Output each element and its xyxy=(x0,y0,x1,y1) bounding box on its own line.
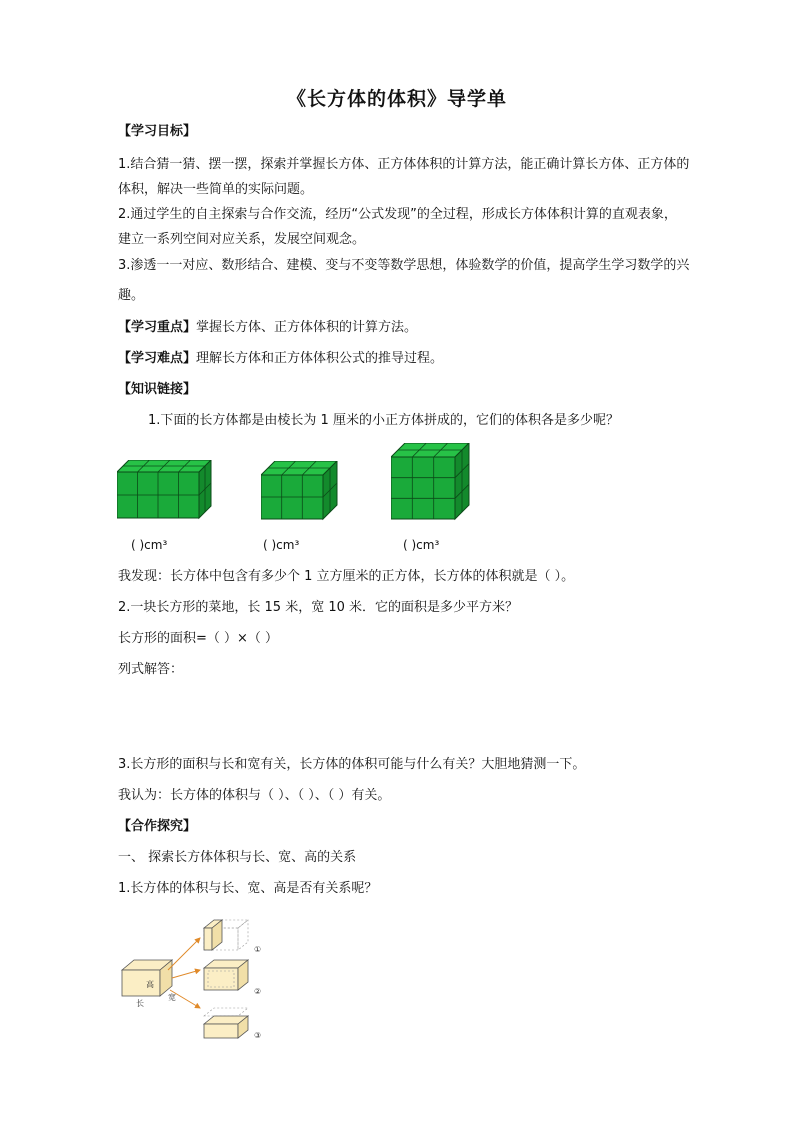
goal-line-3: 2.通过学生的自主探索与合作交流，经历“公式发现”的全过程，形成长方体体积计算的直观表象， xyxy=(118,207,677,222)
page-title: 《长方体的体积》导学单 xyxy=(286,88,507,110)
label-circle-3: ③ xyxy=(254,1031,262,1040)
cooperation-header: 【合作探究】 xyxy=(118,819,197,834)
goals-header: 【学习目标】 xyxy=(118,124,197,139)
answer-label: 列式解答： xyxy=(118,662,184,677)
area-formula: 长方形的面积=（ ）×（ ） xyxy=(118,631,279,646)
cooperation-subtitle: 一、 探索长方体体积与长、宽、高的关系 xyxy=(118,850,357,865)
question-3: 3.长方形的面积与长和宽有关，长方体的体积可能与什么有关？大胆地猜测一下。 xyxy=(118,757,586,772)
volume-blank-1: ( )cm³ xyxy=(131,538,168,552)
cuboid-dimension-diagram xyxy=(118,910,278,1046)
volume-blank-2: ( )cm³ xyxy=(263,538,300,552)
difficulty-text: 理解长方体和正方体体积公式的推导过程。 xyxy=(196,351,444,366)
difficulty-label: 【学习难点】 xyxy=(118,351,197,366)
guess-line: 我认为：长方体的体积与（ ）、（ ）、（ ）有关。 xyxy=(118,788,391,803)
goal-line-5: 3.渗透一一对应、数形结合、建模、变与不变等数学思想，体验数学的价值，提高学生学习数学的兴 xyxy=(118,258,690,273)
question-2: 2.一块长方形的菜地，长 15 米，宽 10 米．它的面积是多少平方米？ xyxy=(118,600,519,615)
knowledge-header: 【知识链接】 xyxy=(118,382,197,397)
length-label: 长 xyxy=(136,999,144,1008)
variant-cuboid-2 xyxy=(204,960,248,990)
variant-cuboid-3 xyxy=(204,1008,248,1038)
goal-line-4: 建立一系列空间对应关系，发展空间观念。 xyxy=(118,232,366,247)
key-point xyxy=(118,318,417,338)
goal-line-2: 体积，解决一些简单的实际问题。 xyxy=(118,182,314,197)
width-label: 宽 xyxy=(168,993,176,1002)
cooperation-question-1: 1.长方体的体积与长、宽、高是否有关系呢？ xyxy=(118,881,378,896)
cuboid-3x2x2 xyxy=(261,461,339,521)
height-label: 高 xyxy=(146,980,154,989)
key-point-text: 掌握长方体、正方体体积的计算方法。 xyxy=(196,320,418,335)
goal-line-1: 1.结合猜一猜、摆一摆，探索并掌握长方体、正方体体积的计算方法，能正确计算长方体、正方体的 xyxy=(118,157,690,172)
variant-cuboid-1 xyxy=(204,920,248,950)
question-1: 1.下面的长方体都是由棱长为 1 厘米的小正方体拼成的，它们的体积各是多少呢？ xyxy=(148,413,619,428)
difficulty xyxy=(118,349,443,369)
label-circle-1: ① xyxy=(254,945,262,954)
volume-blank-3: ( )cm³ xyxy=(403,538,440,552)
label-circle-2: ② xyxy=(254,987,262,996)
goal-line-6: 趣。 xyxy=(118,288,145,303)
key-point-label: 【学习重点】 xyxy=(118,320,197,335)
discovery-line: 我发现：长方体中包含有多少个 1 立方厘米的正方体，长方体的体积就是（ ）。 xyxy=(118,569,575,584)
main-cuboid xyxy=(122,960,172,996)
cuboid-4x2x2 xyxy=(117,460,213,520)
cuboid-3x3x2 xyxy=(391,443,471,521)
